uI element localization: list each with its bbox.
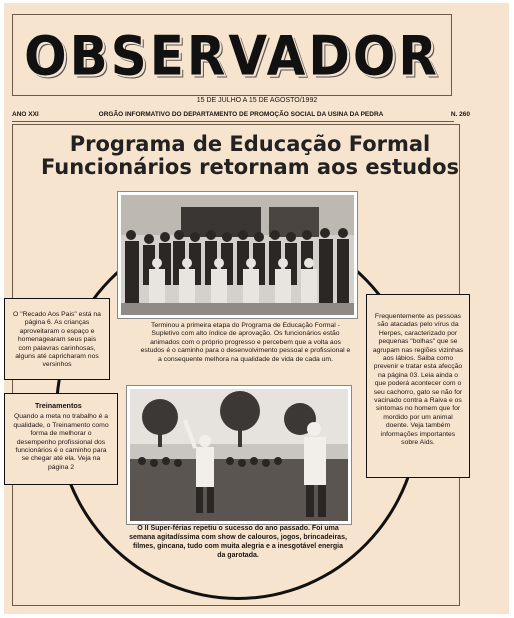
- children-photo-caption: O II Super-férias repetiu o sucesso do ano passado. Foi uma semana agitadíssima com show de calouros, jogos, brincadeiras, filmes, gincana, tudo com muita alegria e a inesgotável energia da garotada.: [129, 525, 347, 559]
- newspaper-logo: OBSERVADOR: [24, 24, 440, 88]
- children-photo-image: [130, 389, 348, 521]
- group-photo-image: [121, 195, 354, 315]
- masthead-rule: [12, 121, 454, 122]
- recado-aos-pais-box: [4, 298, 110, 380]
- treinamentos-text: Quando a meta no trabalho é a qualidade, o Treinamento como forma de melhorar o desempenho profissional dos funcionários é o caminho para se chegar até ela. Veja na página 2: [13, 413, 109, 471]
- main-headline: [0, 133, 500, 179]
- treinamentos-box: [4, 393, 118, 485]
- issue-year: ANO XXI: [12, 111, 39, 118]
- group-photo-caption: Terminou a primeira etapa do Programa de Educação Formal - Supletivo com alto índice de aprovação. Os funcionários estão animados com o próprio progresso e percebem que a volta aos estudos é o caminho para o desenvolvimento pessoal e profissional e a consequente melhora na qualidade de vida de cada um.: [140, 322, 351, 363]
- issue-number: N. 260: [450, 111, 470, 118]
- masthead: [12, 14, 452, 96]
- headline-line-1: Programa de Educação Formal: [69, 132, 431, 156]
- treinamentos-title: Treinamentos: [35, 401, 82, 410]
- dateline: 15 DE JULHO A 15 DE AGOSTO/1992: [196, 97, 318, 104]
- herpes-box: [366, 294, 470, 478]
- organ-description: ORGÃO INFORMATIVO DO DEPARTAMENTO DE PROMOÇÃO SOCIAL DA USINA DA PEDRA: [98, 111, 384, 118]
- children-photo: [127, 386, 351, 524]
- group-photo: [118, 192, 357, 318]
- recado-text: O "Recado Aos Pais" está na página 6. As crianças aproveitaram o espaço e homenagearam seus pais com palavras carinhosas, alguns até capricharam nos versinhos: [13, 311, 101, 369]
- headline-line-2: Funcionários retornam aos estudos: [40, 155, 460, 179]
- herpes-text: Frequentemente as pessoas são atacadas pelo vírus da Herpes, caracterizado por pequenas "bolhas" que se agrupam nas regiões vizinhas aos lábios. Saiba como prevenir e tratar esta afecção na página 03. Leia ainda o que poderá acontecer com o seu cachorro, gato se não for vacinado contra a Raiva e os sintomas no homem que for mordido por um animal doente. Veja também informações importantes sobre Aids.: [372, 313, 464, 447]
